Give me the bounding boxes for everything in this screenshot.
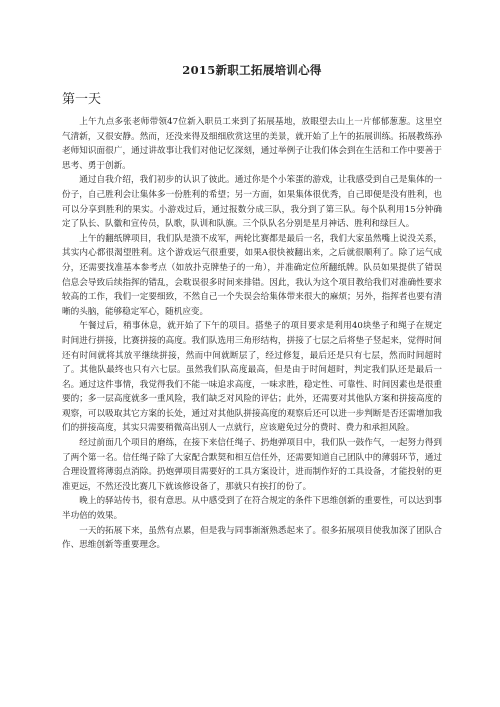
paragraph: 午餐过后，稍事休息，就开始了下午的项目。搭垫子的项目要求是利用40块垫子和绳子在规定时间进行拼接，比赛拼接的高度。我们队选用三角形结构，拼接了七层之后将垫子竖起来，觉得时间还有时间就将其放平继续拼接，然而中间就断层了，经过修复，最后还是只有七层，然而时间超时了。其他队最终也只有六七层。虽然我们队高度最高，但是由于时间超时，判定我们队还是最后一名。通过这件事情，我觉得我们不能一味追求高度，一味求胜，稳定性、可靠性、时间因素也是很重要的；多一层高度就多一重风险，我们缺乏对风险的评估；此外，还需要对其他队方案和拼接高度的观察，可以吸取其它方案的长处，通过对其他队拼接高度的观察后还可以进一步判断是否还需增加我们的拼接高度，其实只需要稍微高出别人一点就行，应该避免过分的费时、费力和承担风险。 [62, 321, 442, 434]
paragraph: 上午的翻纸牌项目，我们队是溃不成军，两轮比赛都是最后一名，我们大家虽然嘴上说没关系，其实内心都很渴望胜利。这个游戏运气很重要，如果A很快被翻出来，之后就很顺利了。除了运气成分，还需要找准基本参考点（如放扑克牌垫子的一角），并准确定位所翻纸牌。队员如果提供了错误信息会导致后续指挥的错乱，会耽误很多时间来排错。因此，我认为这个项目教给我们对准确性要求较高的工作，我们一定要细致，不然自己一个失误会给集体带来很大的麻烦；另外，指挥者也要有清晰的头脑，能够稳定军心，随机应变。 [62, 233, 442, 317]
paragraph: 经过前面几个项目的磨练，在接下来信任绳子、扔炮弹项目中，我们队一鼓作气，一起努力得到了两个第一名。信任绳子除了大家配合默契和相互信任外，还需要知道自己团队中的薄弱环节，通过合理设置将薄弱点消除。扔炮弹项目需要好的工具方案设计，进而制作好的工具设备，才能投射的更准更远，不然还没比赛几下就该修设备了，那就只有挨打的份了。 [62, 438, 442, 492]
paragraph: 通过自我介绍，我们初步的认识了彼此。通过你是个小笨蛋的游戏，让我感受到自己是集体的一份子，自己胜利会让集体多一份胜利的希望；另一方面，如果集体很优秀，自己即便是没有胜利，也可以分享到胜利的果实。小游戏过后，通过报数分成三队，我分到了第三队。每个队利用15分钟确定了队长、队徽和宣传员，队歌，队训和队旗。三个队队名分别是星月神话、胜利和绿巨人。 [62, 175, 442, 230]
section-heading: 第一天 [62, 92, 102, 107]
document-title: 2015新职工拓展培训心得 [182, 63, 322, 77]
paragraph: 上午九点多张老师带领47位新入职员工来到了拓展基地，放眼望去山上一片郁郁葱葱。这里空气清新，又很安静。然而，还没来得及细细欣赏这里的美景，就开始了上午的拓展训练。拓展教练孙老师知识面很广，通过讲故事让我们对他记忆深刻，通过举例子让我们体会到在生活和工作中要善于思考、勇于创新。 [62, 117, 442, 171]
paragraph: 一天的拓展下来，虽然有点累，但是我与同事渐渐熟悉起来了。很多拓展项目使我加深了团队合作、思维创新等重要理念。 [62, 525, 442, 551]
paragraph: 晚上的驿站传书，很有意思。从中感受到了在符合规定的条件下思维创新的重要性，可以达到事半功倍的效果。 [62, 496, 442, 522]
